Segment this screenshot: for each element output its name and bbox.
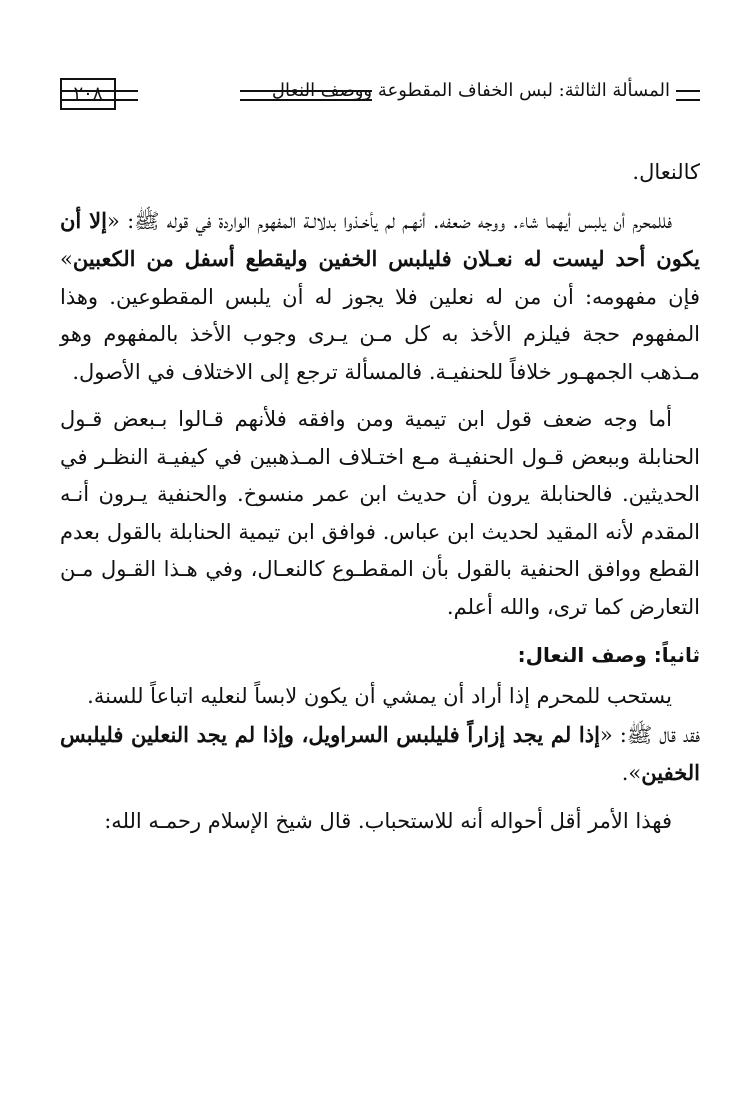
header-rule-left (60, 90, 138, 101)
section-title: ثانياً: وصف النعال: (517, 643, 700, 667)
book-page (60, 70, 700, 850)
hadith-quote-1: إلا أن يكون أحد ليست له نعـلان فليلبس الخفين وليقطع أسفل من الكعبين (60, 207, 700, 271)
header-rule-middle (240, 90, 372, 101)
paragraph-3: يستحب للمحرم إذا أراد أن يمشي أن يكون لابساً لنعليه اتباعاً للسنة. (87, 684, 672, 708)
paragraph-4 (60, 716, 700, 793)
paragraph-4-intro: فقد قال ﷺ: « (599, 722, 700, 747)
paragraph-1-rest: » فإن مفهومه: أن من له نعلين فلا يجوز له أن يلبس المقطوعين. وهذا المفهوم حجة فيلزم الأخذ به كل مـن يـرى وجوب الأخذ بالمفهوم وهو مـذهب الجمهـور خلافاً للحنفيـة. فالمسألة ترجع إلى الاختلاف في الأصول. (60, 247, 700, 384)
paragraph-5: فهذا الأمر أقل أحواله أنه للاستحباب. قال شيخ الإسلام رحمـه الله: (104, 808, 672, 833)
paragraph-4-end: ». (621, 761, 642, 785)
hadith-quote-2: إذا لم يجد إزاراً فليلبس السراويل، وإذا لم يجد النعلين فليلبس الخفين (60, 721, 700, 785)
header-rule-right (676, 90, 700, 101)
paragraph-1 (60, 202, 700, 392)
page-content (60, 154, 700, 840)
opening-line: كالنعال. (632, 160, 700, 184)
running-header (60, 70, 700, 126)
paragraph-1-intro: فللمحرم أن يلبس أيهما شاء. ووجه ضعفه. أنهـم لم يأخـذوا بدلالـة المفهوم الواردة في قوله ﷺ: « (106, 208, 672, 233)
paragraph-2: أما وجه ضعف قول ابن تيمية ومن وافقه فلأنهم قـالوا بـبعض قـول الحنابلة وببعض قـول الحنفيـة مـع اختـلاف المـذهبين في كيفيـة النظـر في الحديثين. فالحنابلة يرون أن حديث ابن عمر منسوخ. والحنفية يـرون أنـه المقدم لأنه المقيد لحديث ابن عباس. فوافق ابن تيمية الحنابلة بالقول بعدم القطع ووافق الحنفية بالقول بأن المقطـوع كالنعـال، وفي هـذا القـول مـن التعارض كما ترى، والله أعلم. (60, 407, 700, 619)
header-title: المسألة الثالثة: لبس الخفاف المقطوعة ووصف النعال (271, 80, 670, 101)
page-number: ٢٠٨ (60, 78, 116, 110)
